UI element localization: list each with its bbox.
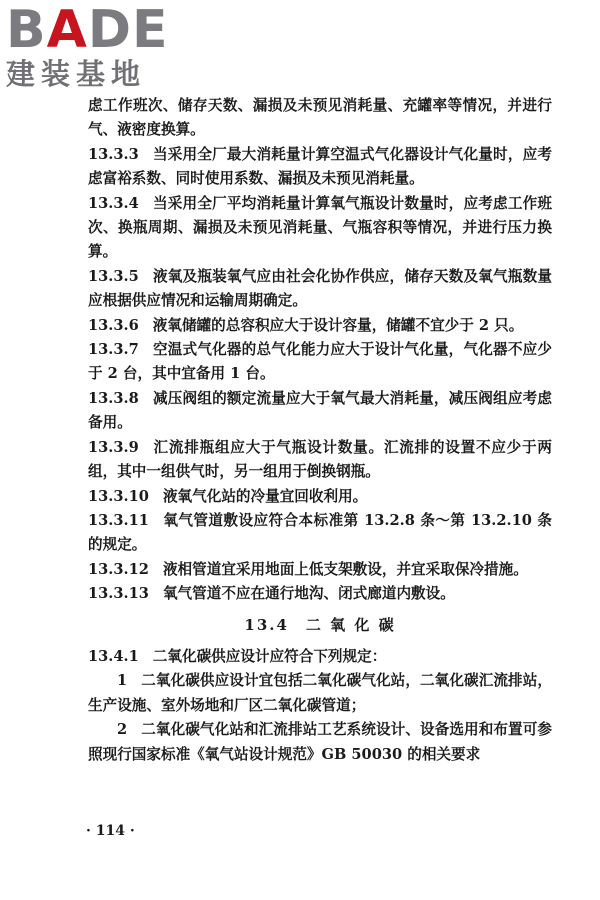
clause-text: 减压阀组的额定流量应大于氧气最大消耗量，减压阀组应考虑备用。	[88, 389, 552, 432]
brand-logo-main	[6, 2, 181, 58]
clause-13-3-7	[88, 338, 552, 387]
item-text: 二氧化碳供应设计宜包括二氧化碳气化站，二氧化碳汇流排站，生产设施、室外场地和厂区二氧化碳管道；	[88, 672, 552, 714]
list-item-1	[88, 669, 552, 718]
clause-13-3-4	[88, 192, 552, 265]
item-number: 1	[117, 672, 128, 690]
clause-number: 13.3.12	[88, 560, 149, 578]
clause-text: 当采用全厂平均消耗量计算氧气瓶设计数量时，应考虑工作班次、换瓶周期、漏损及未预见消耗量、气瓶容积等情况，并进行压力换算。	[88, 194, 552, 261]
clause-number: 13.3.4	[88, 194, 139, 212]
clause-13-3-12	[88, 558, 552, 582]
clause-number: 13.3.10	[88, 487, 149, 505]
paragraph-continuation	[88, 94, 552, 143]
clause-text: 二氧化碳供应设计应符合下列规定：	[152, 647, 387, 665]
clause-13-3-9	[88, 436, 552, 485]
brand-logo-subtitle: 建装基地	[6, 57, 147, 91]
brand-logo-letter-b: B	[6, 0, 47, 60]
clause-text: 液相管道宜采用地面上低支架敷设，并宜采取保冷措施。	[162, 560, 528, 578]
clause-number: 13.4.1	[88, 647, 139, 665]
clause-text: 氧气管道不应在通行地沟、闭式廊道内敷设。	[162, 585, 455, 603]
clause-text: 汇流排瓶组应大于气瓶设计数量。汇流排的设置不应少于两组，其中一组供气时，另一组用于倒换钢瓶。	[88, 438, 552, 481]
clause-number: 13.3.11	[88, 511, 149, 529]
clause-13-3-3	[88, 143, 552, 192]
clause-number: 13.3.9	[88, 438, 139, 456]
item-text: 二氧化碳气化站和汇流排站工艺系统设计、设备选用和布置可参照现行国家标准《氧气站设计规范》GB 50030 的相关要求	[88, 721, 552, 763]
list-item-2	[88, 718, 552, 767]
clause-text: 液氧气化站的冷量宜回收利用。	[162, 487, 368, 505]
brand-logo	[6, 2, 181, 92]
brand-logo-letter-a: A	[46, 0, 88, 60]
clause-text: 空温式气化器的总气化能力应大于设计气化量，气化器不应少于 2 台，其中宜备用 1 台。	[88, 341, 552, 383]
section-title: 13.4 二 氧 化 碳	[244, 615, 396, 634]
item-number: 2	[117, 721, 128, 739]
clause-number: 13.3.6	[88, 316, 139, 334]
clause-number: 13.3.7	[88, 341, 139, 359]
clause-text: 液氧储罐的总容积应大于设计容量，储罐不宜少于 2 只。	[152, 316, 524, 334]
paragraph-text: 虑工作班次、储存天数、漏损及未预见消耗量、充罐率等情况，并进行气、液密度换算。	[88, 97, 552, 139]
clause-text: 液氧及瓶装氧气应由社会化协作供应，储存天数及氧气瓶数量应根据供应情况和运输周期确定。	[88, 267, 552, 310]
clause-number: 13.3.13	[88, 585, 149, 603]
clause-13-3-11	[88, 509, 552, 558]
clause-13-4-1	[88, 645, 552, 669]
clause-number: 13.3.8	[88, 389, 139, 407]
page-number: · 114 ·	[86, 823, 135, 839]
brand-logo-letters-de: DE	[87, 0, 169, 60]
clause-13-3-13	[88, 582, 552, 606]
clause-number: 13.3.3	[88, 145, 139, 163]
clause-13-3-6	[88, 314, 552, 338]
clause-13-3-5	[88, 265, 552, 314]
document-body	[88, 94, 552, 767]
clause-number: 13.3.5	[88, 267, 139, 285]
clause-13-3-8	[88, 387, 552, 436]
clause-text: 当采用全厂最大消耗量计算空温式气化器设计气化量时，应考虑富裕系数、同时使用系数、漏损及未预见消耗量。	[88, 145, 552, 188]
clause-13-3-10	[88, 485, 552, 509]
clause-text: 氧气管道敷设应符合本标准第 13.2.8 条～第 13.2.10 条的规定。	[88, 511, 552, 554]
